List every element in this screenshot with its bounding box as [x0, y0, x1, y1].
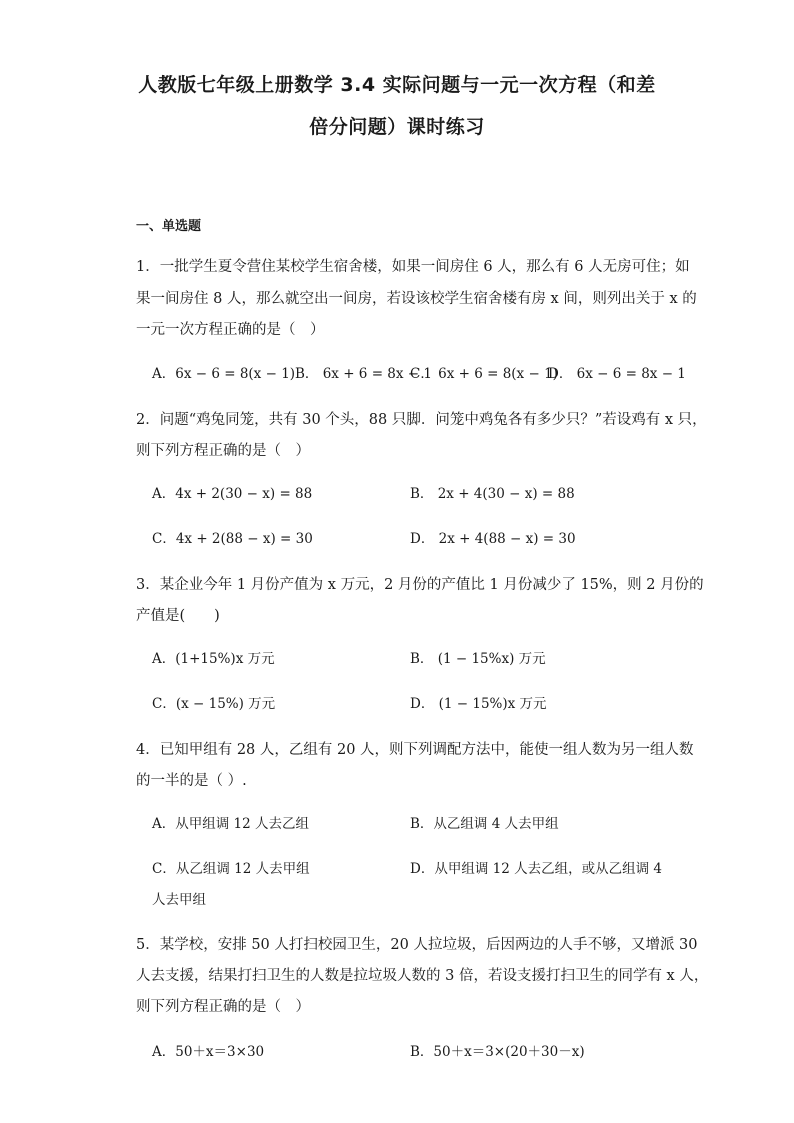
q1-text-line-2: 果一间房住 8 人，那么就空出一间房，若设该校学生宿舍楼有房 x 间，则列出关于 x 的 [136, 291, 697, 307]
q4-option-d-line-2: 人去甲组 [152, 892, 206, 908]
q4-option-b: B．从乙组调 4 人去甲组 [410, 816, 559, 832]
q1-text-line-3: 一元一次方程正确的是（ ） [136, 322, 325, 338]
q1-option-a: A．6x − 6 = 8(x − 1) [152, 366, 296, 382]
q5-text-line-2: 人去支援，结果打扫卫生的人数是拉垃圾人数的 3 倍，若设支援打扫卫生的同学有 x 人， [136, 968, 709, 984]
q2-text-line-1: 2．问题“鸡兔同笼，共有 30 个头，88 只脚．问笼中鸡兔各有多少只？”若设鸡有 x 只， [136, 412, 707, 428]
document-title-line-1: 人教版七年级上册数学 3.4 实际问题与一元一次方程（和差 [138, 74, 656, 96]
document-title-line-2: 倍分问题）课时练习 [309, 116, 485, 138]
q1-option-b: B． 6x + 6 = 8x − 1 [295, 366, 432, 382]
q3-text-line-1: 3．某企业今年 1 月份产值为 x 万元，2 月份的产值比 1 月份减少了 15%，则 2 月份的 [136, 577, 704, 593]
q5-text-line-3: 则下列方程正确的是（ ） [136, 999, 310, 1015]
q2-option-b: B． 2x + 4(30 − x) = 88 [410, 486, 575, 502]
q1-option-c: C． 6x + 6 = 8(x − 1) [410, 366, 558, 382]
q5-text-line-1: 5．某学校，安排 50 人打扫校园卫生，20 人拉垃圾，后因两边的人手不够，又增派 30 [136, 937, 698, 953]
q3-option-c: C．(x − 15%) 万元 [152, 696, 276, 712]
q4-option-c: C．从乙组调 12 人去甲组 [152, 861, 310, 877]
q3-option-a: A．(1+15%)x 万元 [152, 651, 275, 667]
q1-text-line-1: 1．一批学生夏令营住某校学生宿舍楼，如果一间房住 6 人，那么有 6 人无房可住；如 [136, 259, 690, 275]
q5-option-b: B．50＋x＝3×(20＋30－x) [410, 1044, 585, 1060]
q2-option-c: C．4x + 2(88 − x) = 30 [152, 531, 313, 547]
q4-text-line-1: 4．已知甲组有 28 人，乙组有 20 人，则下列调配方法中，能使一组人数为另一组人数 [136, 742, 694, 758]
q2-option-a: A．4x + 2(30 − x) = 88 [152, 486, 313, 502]
q1-option-d: D． 6x − 6 = 8x − 1 [548, 366, 686, 382]
q4-text-line-2: 的一半的是（ ）. [136, 773, 247, 789]
q4-option-d-line-1: D．从甲组调 12 人去乙组，或从乙组调 4 [410, 861, 662, 877]
q5-option-a: A．50＋x＝3×30 [152, 1044, 265, 1060]
q2-option-d: D． 2x + 4(88 − x) = 30 [410, 531, 576, 547]
q3-text-line-2: 产值是( ) [136, 608, 220, 624]
section-heading: 一、单选题 [136, 219, 202, 234]
q4-option-a: A．从甲组调 12 人去乙组 [152, 816, 310, 832]
q3-option-b: B． (1 − 15%x) 万元 [410, 651, 546, 667]
q2-text-line-2: 则下列方程正确的是（ ） [136, 443, 310, 459]
q3-option-d: D． (1 − 15%)x 万元 [410, 696, 547, 712]
